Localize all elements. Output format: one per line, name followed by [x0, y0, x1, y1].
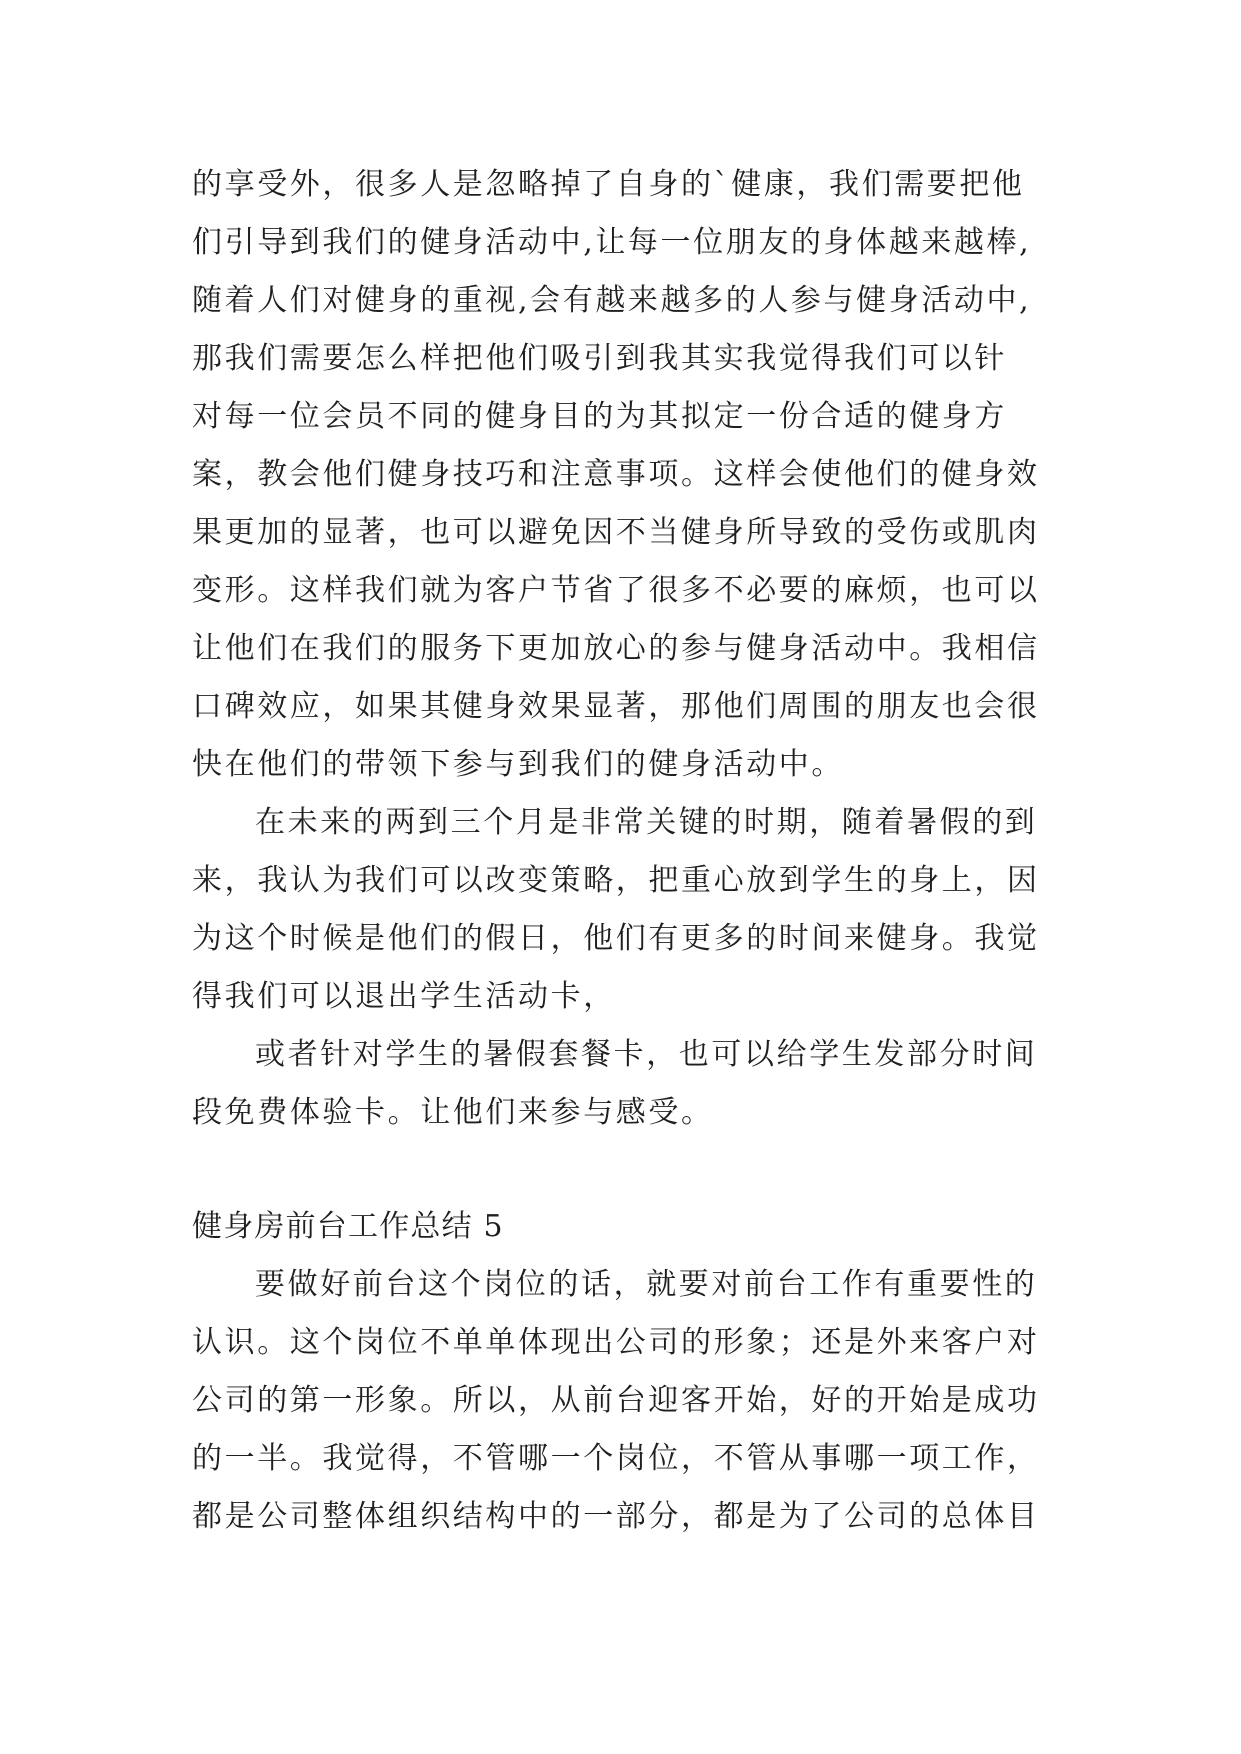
text-line-3: 随着人们对健身的重视,会有越来越多的人参与健身活动中,	[192, 283, 1032, 318]
paragraph-4-line-1: 要做好前台这个岗位的话，就要对前台工作有重要性的	[255, 1267, 1038, 1302]
text-line-11: 快在他们的带领下参与到我们的健身活动中。	[192, 747, 844, 782]
text-line-4: 那我们需要怎么样把他们吸引到我其实我觉得我们可以针	[192, 341, 1007, 376]
paragraph-4-line-3: 公司的第一形象。所以，从前台迎客开始，好的开始是成功	[192, 1383, 1040, 1418]
paragraph-4-line-5: 都是公司整体组织结构中的一部分，都是为了公司的总体目	[192, 1499, 1040, 1534]
text-line-8: 变形。这样我们就为客户节省了很多不必要的麻烦，也可以	[192, 573, 1040, 608]
paragraph-4-line-2: 认识。这个岗位不单单体现出公司的形象；还是外来客户对	[192, 1325, 1040, 1360]
paragraph-3-line-2: 段免费体验卡。让他们来参与感受。	[192, 1095, 714, 1130]
paragraph-4-line-4: 的一半。我觉得，不管哪一个岗位，不管从事哪一项工作，	[192, 1441, 1040, 1476]
text-line-10: 口碑效应，如果其健身效果显著，那他们周围的朋友也会很	[192, 689, 1040, 724]
paragraph-2-line-2: 来，我认为我们可以改变策略，把重心放到学生的身上，因	[192, 863, 1040, 898]
text-line-7: 果更加的显著，也可以避免因不当健身所导致的受伤或肌肉	[192, 515, 1040, 550]
text-line-6: 案，教会他们健身技巧和注意事项。这样会使他们的健身效	[192, 457, 1040, 492]
paragraph-3-line-1: 或者针对学生的暑假套餐卡，也可以给学生发部分时间	[255, 1037, 1038, 1072]
section-heading: 健身房前台工作总结 5	[192, 1209, 504, 1244]
text-line-1: 的享受外，很多人是忽略掉了自身的`健康，我们需要把他	[192, 167, 1025, 202]
text-line-9: 让他们在我们的服务下更加放心的参与健身活动中。我相信	[192, 631, 1040, 666]
text-line-2: 们引导到我们的健身活动中,让每一位朋友的身体越来越棒,	[192, 225, 1032, 260]
paragraph-2-line-1: 在未来的两到三个月是非常关键的时期，随着暑假的到	[255, 805, 1038, 840]
paragraph-2-line-4: 得我们可以退出学生活动卡，	[192, 979, 616, 1014]
paragraph-2-line-3: 为这个时候是他们的假日，他们有更多的时间来健身。我觉	[192, 921, 1040, 956]
text-line-5: 对每一位会员不同的健身目的为其拟定一份合适的健身方	[192, 399, 1007, 434]
